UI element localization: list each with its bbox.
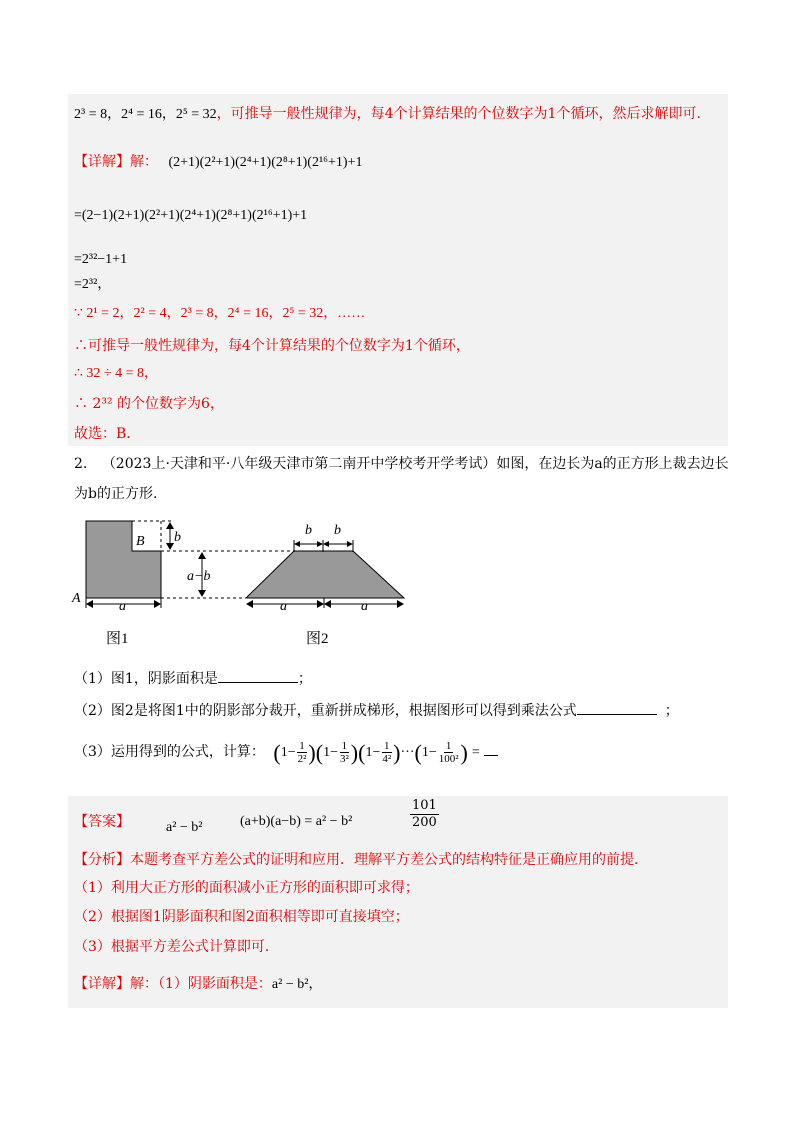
detail-line bbox=[74, 152, 362, 173]
fig1-label-a-point: A bbox=[72, 591, 81, 606]
fig1-caption: 图1 bbox=[106, 631, 129, 647]
fig1-label-b-point: B bbox=[136, 534, 145, 549]
problem-2-line1 bbox=[74, 454, 729, 474]
fig2-trapezoid bbox=[246, 551, 404, 598]
figures bbox=[66, 516, 426, 654]
problem-source: （2023上·天津和平·八年级天津市第二南开中学校考开学考试）如图，在边长为a的正方形上裁去边长 bbox=[101, 456, 729, 472]
question-3 bbox=[74, 736, 498, 769]
because-line: ∵ 2¹ = 2，2² = 4，2³ = 8，2⁴ = 16，2⁵ = 32，…… bbox=[74, 306, 366, 321]
therefore-2: ∴ 32 ÷ 4 = 8， bbox=[74, 366, 158, 381]
expr2: =(2−1)(2+1)(2²+1)(2⁴+1)(2⁸+1)(2¹⁶+1)+1 bbox=[74, 208, 308, 223]
step-2: （2）根据图1阴影面积和图2面积相等即可直接填空； bbox=[74, 909, 409, 925]
q3-blank bbox=[484, 741, 498, 756]
q3-dots: ··· bbox=[400, 745, 415, 760]
fig1-label-a: a bbox=[119, 599, 126, 614]
question-2 bbox=[74, 700, 679, 721]
q3-frac-4: $\frac{1}{\text{100²}}$ bbox=[438, 740, 459, 766]
fig2-caption: 图2 bbox=[306, 631, 329, 647]
q3-frac-3: $\frac{1}{\text{4²}}$ bbox=[382, 740, 392, 766]
detail-answer-line bbox=[74, 974, 322, 995]
analysis-line: 【分析】本题考查平方差公式的证明和应用．理解平方差公式的结构特征是正确应用的前提． bbox=[74, 852, 648, 868]
fig2-label-a1: a bbox=[280, 599, 287, 614]
q2-suffix: ； bbox=[664, 703, 679, 719]
q3-frac-1: $\frac{1}{\text{2²}}$ bbox=[297, 740, 307, 766]
pattern-math: 2³ = 8，2⁴ = 16，2⁵ = 32 bbox=[74, 107, 217, 122]
fig2-label-b2: b bbox=[334, 523, 341, 538]
pattern-line bbox=[74, 104, 701, 125]
q2-prefix: （2）图2是将图1中的阴影部分裁开，重新拼成梯形，根据图形可以得到乘法公式 bbox=[74, 703, 577, 719]
detail-answer-label: 【详解】解：（1）阴影面积是： bbox=[74, 976, 272, 992]
q1-blank bbox=[218, 668, 298, 683]
expr4: =2³²， bbox=[74, 277, 112, 292]
step-1: （1）利用大正方形的面积减小正方形的面积即可求得； bbox=[74, 880, 419, 896]
expr3: =2³²−1+1 bbox=[74, 252, 128, 267]
fig2-label-b1: b bbox=[305, 523, 312, 538]
expr1: (2+1)(2²+1)(2⁴+1)(2⁸+1)(2¹⁶+1)+1 bbox=[168, 155, 363, 170]
q3-product: (1− $\frac{1}{\text{2²}}$ )(1− $\frac{1}{\text{3²}}$ )(1− $\frac{1}{\text{4²}}$ )···(1− $\frac{1}{\text{100²}}$ ) = bbox=[273, 745, 497, 760]
q3-frac-2: $\frac{1}{\text{3²}}$ bbox=[339, 740, 349, 766]
fig1-label-b: b bbox=[174, 530, 181, 545]
detail-label: 【详解】解： bbox=[74, 154, 158, 170]
q1-prefix: （1）图1，阴影面积是 bbox=[74, 671, 218, 687]
answer-label: 【答案】 bbox=[74, 814, 130, 830]
problem-number: 2. bbox=[74, 456, 88, 472]
choose-line: 故选：B． bbox=[74, 426, 141, 442]
q3-prefix: （3）运用得到的公式，计算： bbox=[74, 744, 265, 760]
answer-line bbox=[74, 798, 437, 835]
therefore-1: ∴可推导一般性规律为，每4个计算结果的个位数字为1个循环， bbox=[74, 338, 470, 354]
q3-eq: = bbox=[471, 745, 480, 760]
answer-2: (a+b)(a−b) = a² − b² bbox=[240, 814, 353, 829]
fig2-label-a2: a bbox=[361, 599, 368, 614]
therefore-3: ∴ 2³² 的个位数字为6， bbox=[74, 396, 224, 412]
fig1-label-amb: a−b bbox=[187, 569, 211, 584]
problem-2-line2: 为b的正方形. bbox=[74, 486, 158, 502]
answer-3: $\frac{101}{200}$ bbox=[412, 798, 437, 830]
step-3: （3）根据平方差公式计算即可． bbox=[74, 939, 279, 955]
q2-blank bbox=[577, 700, 657, 715]
answer-1: a² − b² bbox=[166, 820, 203, 835]
detail-answer-math: a² − b²， bbox=[271, 977, 323, 992]
fig1-shaded-region bbox=[86, 521, 161, 598]
question-1 bbox=[74, 668, 312, 689]
q1-suffix: ； bbox=[297, 671, 312, 687]
pattern-text: ，可推导一般性规律为，每4个计算结果的个位数字为1个循环，然后求解即可. bbox=[216, 106, 701, 122]
